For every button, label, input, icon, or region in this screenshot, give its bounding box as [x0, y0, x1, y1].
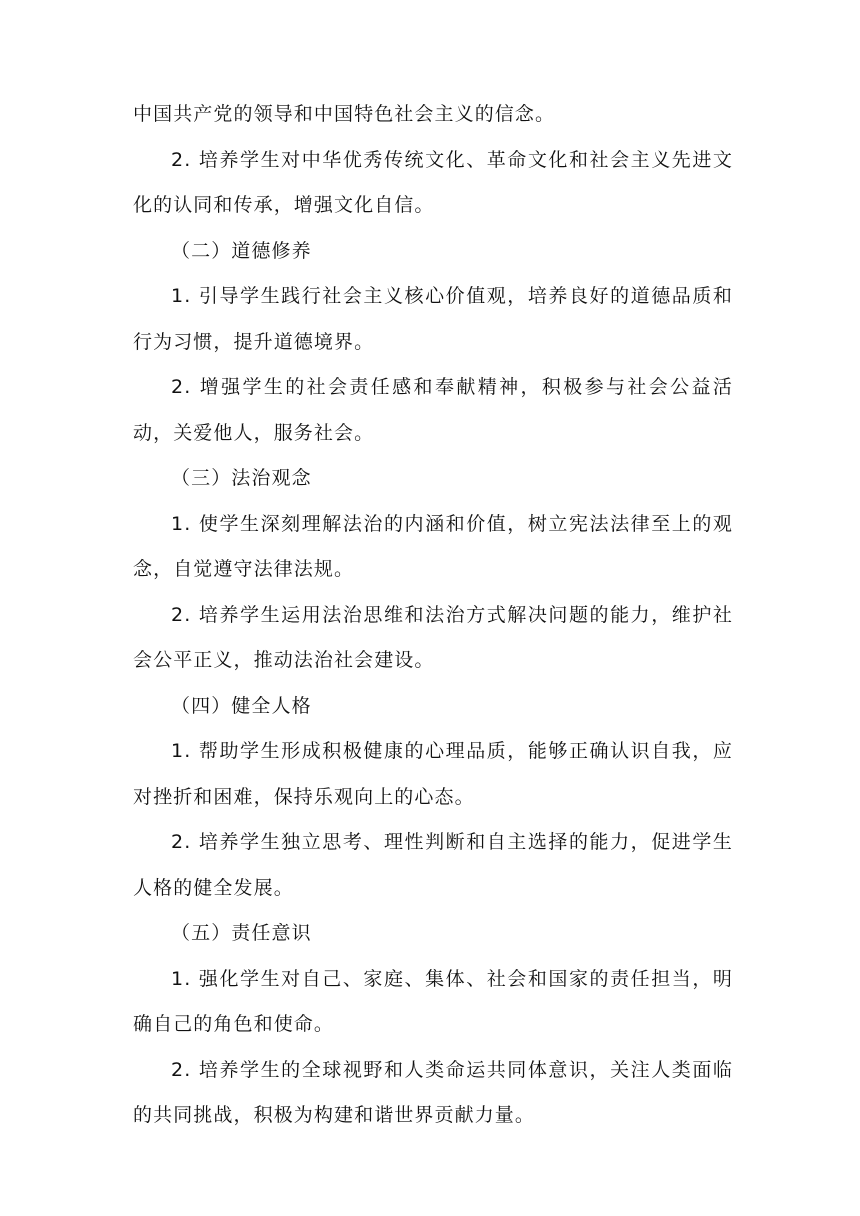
paragraph-item: 2. 培养学生对中华优秀传统文化、革命文化和社会主义先进文化的认同和传承，增强文化自信。 — [133, 148, 733, 216]
paragraph-item: 1. 引导学生践行社会主义核心价值观，培养良好的道德品质和行为习惯，提升道德境界。 — [133, 285, 733, 353]
paragraph-item: 2. 培养学生运用法治思维和法治方式解决问题的能力，维护社会公平正义，推动法治社会建设。 — [133, 603, 733, 671]
section-heading: （三）法治观念 — [171, 467, 312, 489]
paragraph-item: 2. 培养学生的全球视野和人类命运共同体意识，关注人类面临的共同挑战，积极为构建和谐世界贡献力量。 — [133, 1058, 733, 1126]
document-body — [133, 92, 733, 1139]
paragraph-item: 1. 使学生深刻理解法治的内涵和价值，树立宪法法律至上的观念，自觉遵守法律法规。 — [133, 512, 733, 580]
section-heading: （二）道德修养 — [171, 239, 312, 262]
paragraph-item: 1. 强化学生对自己、家庭、集体、社会和国家的责任担当，明确自己的角色和使命。 — [133, 967, 733, 1035]
section-heading: （五）责任意识 — [171, 922, 312, 944]
paragraph-item: 2. 增强学生的社会责任感和奉献精神，积极参与社会公益活动，关爱他人，服务社会。 — [133, 376, 733, 444]
section-heading: （四）健全人格 — [171, 694, 312, 717]
paragraph-item: 1. 帮助学生形成积极健康的心理品质，能够正确认识自我，应对挫折和困难，保持乐观向上的心态。 — [133, 740, 733, 808]
paragraph-continuation: 中国共产党的领导和中国特色社会主义的信念。 — [133, 103, 556, 125]
paragraph-item: 2. 培养学生独立思考、理性判断和自主选择的能力，促进学生人格的健全发展。 — [133, 831, 733, 899]
